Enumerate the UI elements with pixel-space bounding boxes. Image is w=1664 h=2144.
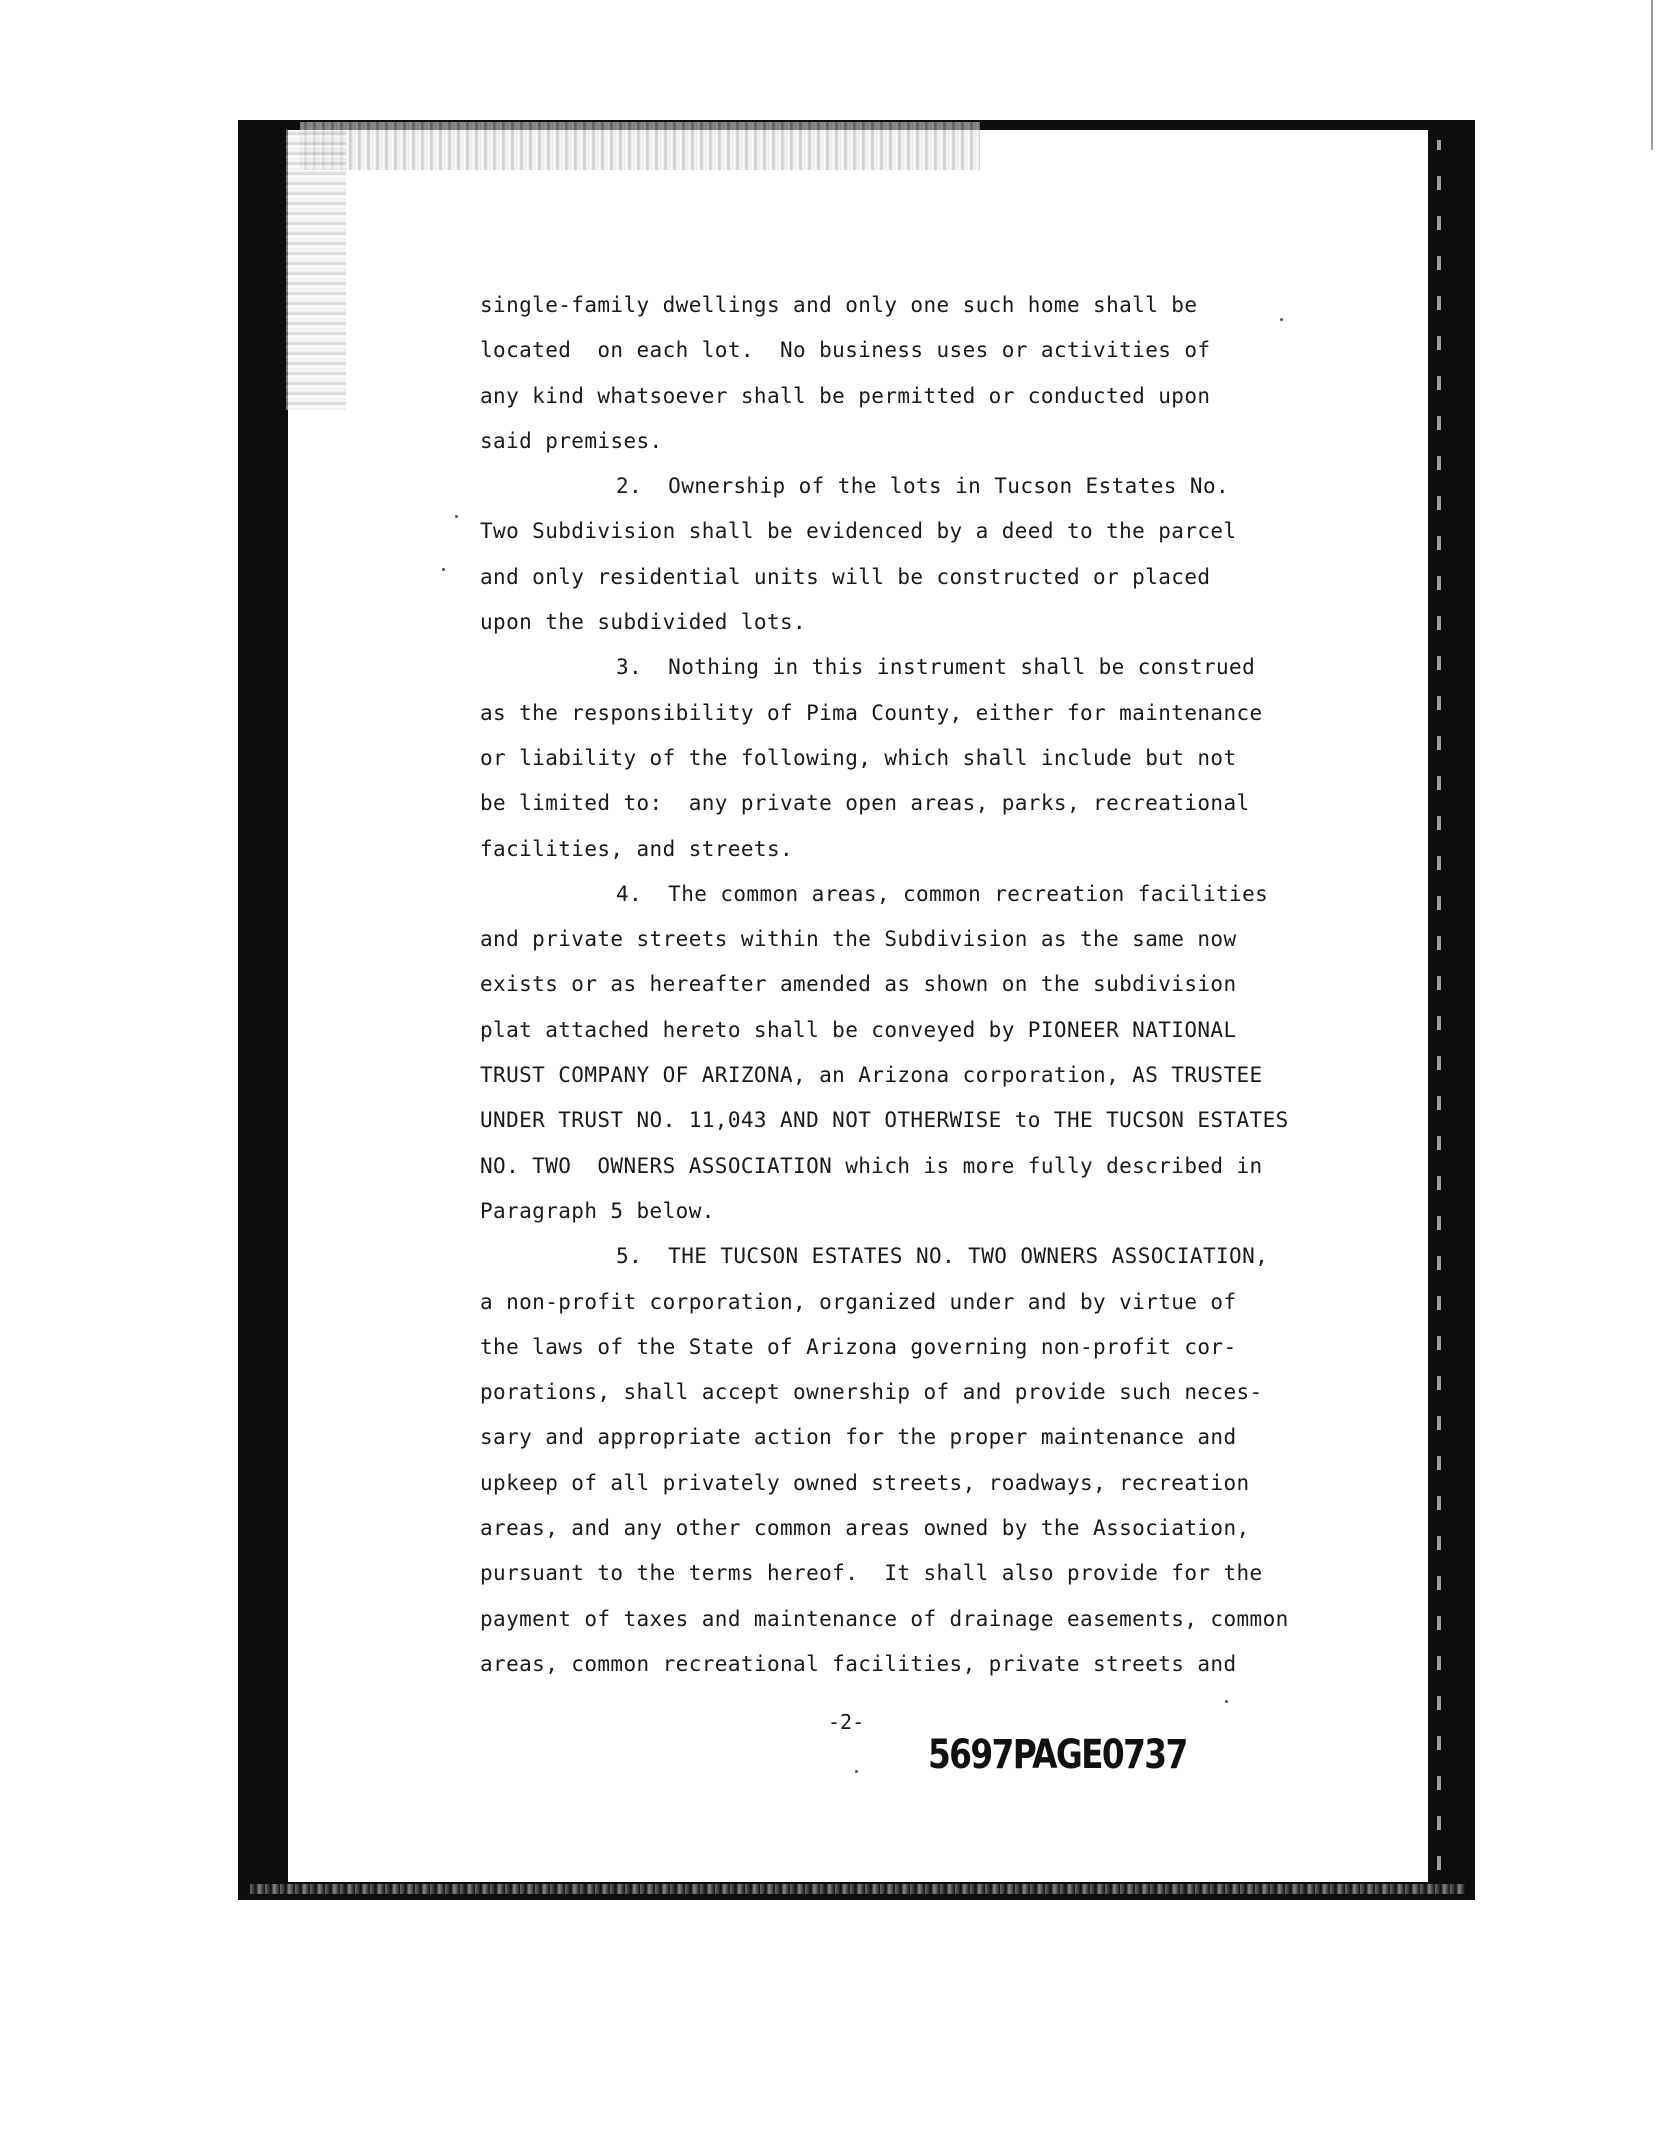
- body-line: facilities, and streets.: [480, 836, 794, 861]
- body-line: said premises.: [480, 428, 663, 453]
- body-line: porations, shall accept ownership of and provide such neces-: [480, 1380, 1263, 1405]
- document-body: [480, 283, 1360, 1687]
- body-line: be limited to: any private open areas, parks, recreational: [480, 791, 1250, 816]
- body-line: Paragraph 5 below.: [480, 1198, 715, 1223]
- body-line: UNDER TRUST NO. 11,043 AND NOT OTHERWISE to THE TUCSON ESTATES: [480, 1108, 1289, 1133]
- body-line: upkeep of all privately owned streets, roadways, recreation: [480, 1470, 1250, 1495]
- scan-speck: [1225, 1700, 1228, 1703]
- paragraph-4-start: 4. The common areas, common recreation facilities: [616, 881, 1269, 906]
- body-line: payment of taxes and maintenance of drainage easements, common: [480, 1606, 1289, 1631]
- body-line: Two Subdivision shall be evidenced by a deed to the parcel: [480, 519, 1237, 544]
- body-line: TRUST COMPANY OF ARIZONA, an Arizona corporation, AS TRUSTEE: [480, 1063, 1263, 1088]
- body-line: areas, and any other common areas owned by the Association,: [480, 1516, 1250, 1541]
- body-line: plat attached hereto shall be conveyed by PIONEER NATIONAL: [480, 1017, 1237, 1042]
- paragraph-5-start: 5. THE TUCSON ESTATES NO. TWO OWNERS ASSOCIATION,: [616, 1244, 1269, 1269]
- body-line: a non-profit corporation, organized under and by virtue of: [480, 1289, 1237, 1314]
- body-line: any kind whatsoever shall be permitted or conducted upon: [480, 383, 1211, 408]
- body-line: single-family dwellings and only one such home shall be: [480, 293, 1198, 317]
- body-line: located on each lot. No business uses or activities of: [480, 338, 1211, 363]
- body-line: and only residential units will be constructed or placed: [480, 564, 1211, 589]
- scan-speck: [442, 568, 445, 571]
- body-line: upon the subdivided lots.: [480, 610, 807, 635]
- body-line: NO. TWO OWNERS ASSOCIATION which is more fully described in: [480, 1153, 1263, 1178]
- body-line: and private streets within the Subdivision as the same now: [480, 927, 1237, 952]
- scan-noise-top: [300, 122, 980, 170]
- scan-speck: [455, 515, 458, 518]
- body-line: as the responsibility of Pima County, either for maintenance: [480, 700, 1263, 725]
- book-page-stamp: 5697PAGE0737: [928, 1732, 1187, 1778]
- page-edge-line: [1651, 0, 1653, 150]
- page-number: -2-: [828, 1710, 865, 1734]
- body-line: exists or as hereafter amended as shown on the subdivision: [480, 972, 1237, 997]
- body-line: or liability of the following, which shall include but not: [480, 745, 1237, 770]
- body-line: sary and appropriate action for the proper maintenance and: [480, 1425, 1237, 1450]
- body-line: areas, common recreational facilities, private streets and: [480, 1651, 1237, 1676]
- body-line: pursuant to the terms hereof. It shall also provide for the: [480, 1561, 1263, 1586]
- scan-noise-bottom: [250, 1884, 1465, 1894]
- paragraph-2-start: 2. Ownership of the lots in Tucson Estates No.: [616, 474, 1230, 499]
- scan-noise-right: [1437, 140, 1441, 1870]
- body-line: the laws of the State of Arizona governing non-profit cor-: [480, 1334, 1237, 1359]
- paragraph-3-start: 3. Nothing in this instrument shall be construed: [616, 655, 1256, 680]
- scan-noise-left: [286, 130, 346, 410]
- scan-speck: [855, 1770, 858, 1773]
